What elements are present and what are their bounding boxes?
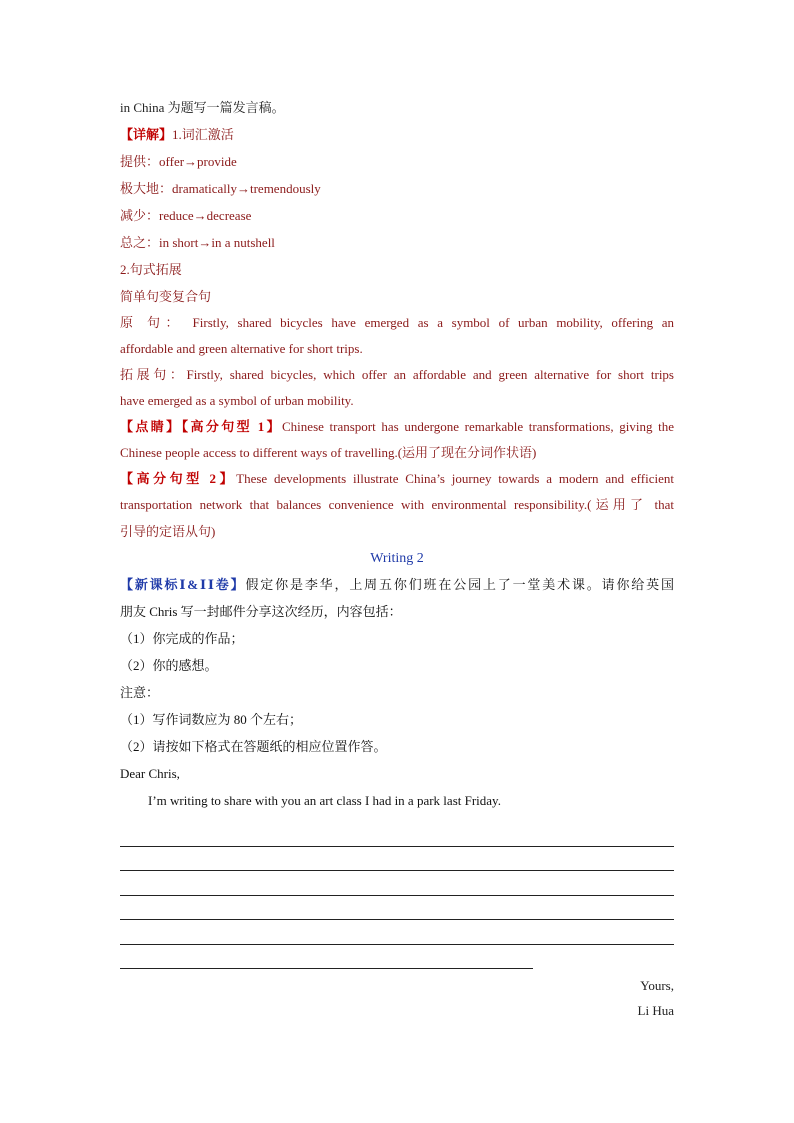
expanded-sentence-line1: 拓展句：Firstly, shared bicycles, which offer an affordable and green alternative for short trips	[120, 367, 674, 382]
type1-bracket: 【高分句型 1】	[181, 419, 283, 434]
note-item: （2）请按如下格式在答题纸的相应位置作答。	[120, 739, 387, 754]
document-page	[120, 94, 674, 1023]
answer-line[interactable]	[120, 920, 674, 945]
salutation: Dear Chris,	[120, 766, 180, 781]
vocab-item: 总之：in short→in a nutshell	[120, 235, 275, 250]
content-point: （2）你的感想。	[120, 658, 218, 673]
type2-line3: 引导的定语从句)	[120, 524, 216, 539]
type1-line2: Chinese people access to different ways of travelling.(运用了现在分词作状语)	[120, 445, 537, 460]
detail-title: 1.词汇激活	[172, 127, 234, 142]
section2-title: 2.句式拓展	[120, 262, 182, 277]
note-item: （1）写作词数应为 80 个左右；	[120, 712, 303, 727]
answer-area[interactable]	[120, 822, 674, 969]
original-sentence-line2: affordable and green alternative for short trips.	[120, 341, 363, 356]
vocab-item: 减少：reduce→decrease	[120, 208, 252, 223]
answer-line[interactable]	[120, 896, 674, 921]
expanded-sentence-line2: have emerged as a symbol of urban mobility.	[120, 393, 354, 408]
prompt-line1: 【新课标Ⅰ&ⅠⅠ卷】假定你是李华，上周五你们班在公园上了一堂美术课。请你给英国	[120, 577, 674, 592]
type2-line2: transportation network that balances convenience with environmental responsibility.(运用了 that	[120, 497, 674, 512]
vocab-item: 提供：offer→provide	[120, 154, 237, 169]
source-bracket: 【新课标Ⅰ&ⅠⅠ卷】	[120, 577, 246, 592]
closing: Yours,	[640, 978, 674, 993]
writing2-heading: Writing 2	[370, 551, 424, 566]
original-sentence-line1: 原 句： Firstly, shared bicycles have emerged as a symbol of urban mobility, offering an	[120, 315, 674, 330]
prompt-line2: 朋友 Chris 写一封邮件分享这次经历，内容包括：	[120, 604, 402, 619]
section2-sub: 简单句变复合句	[120, 289, 212, 304]
answer-line[interactable]	[120, 945, 533, 970]
signature: Li Hua	[637, 1003, 674, 1018]
detail-heading	[120, 121, 674, 148]
content-point: （1）你完成的作品；	[120, 631, 244, 646]
type2-bracket: 【高分句型 2】	[120, 471, 237, 486]
answer-line[interactable]	[120, 847, 674, 872]
answer-line[interactable]	[120, 871, 674, 896]
answer-line[interactable]	[120, 822, 674, 847]
note-label: 注意：	[120, 685, 160, 700]
highlight-bracket: 【点睛】	[120, 419, 182, 434]
detail-bracket: 【详解】	[120, 127, 173, 142]
opening-sentence: I’m writing to share with you an art class I had in a park last Friday.	[148, 793, 501, 808]
type2-line1: 【高分句型 2】These developments illustrate China’s journey towards a modern and efficient	[120, 471, 674, 486]
intro-tail: in China 为题写一篇发言稿。	[120, 100, 285, 115]
vocab-item: 极大地：dramatically→tremendously	[120, 181, 321, 196]
type1-line1: 【点睛】【高分句型 1】Chinese transport has undergone remarkable transformations, giving the	[120, 419, 674, 434]
